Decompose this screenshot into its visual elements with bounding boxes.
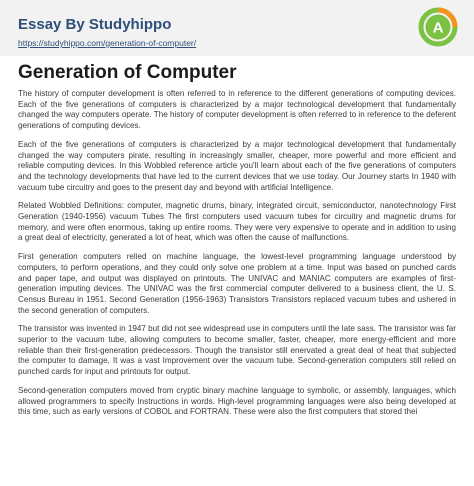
- article-paragraph: Related Wobbled Definitions: computer, magnetic drums, binary, integrated circuit, semiconductor, nanotechnology First Generation (1940-1956) vacuum Tubes The first computers used vacuum tubes for circuitry and magnetic drums for memory, and were often enormous, taking up entire rooms. They were very expensive to operate and in addition to using a great deal of electricity, generated a lot of heat, which was often the cause of malfunctions.: [18, 201, 456, 243]
- page-url-link[interactable]: https://studyhippo.com/generation-of-computer/: [18, 38, 197, 48]
- article: [18, 62, 456, 426]
- article-paragraph: First generation computers relied on machine language, the lowest-level programming language understood by computers, to perform operations, and they could only solve one problem at a time. Input was based on punched cards and paper tape, and output was displayed on printouts. The UNIVAC and MANIAC computers are examples of first-generation imputing devices. The UNIVAC was the first commercial computer delivered to a business client, the U. S. Census Bureau in 1951. Second Generation (1956-1963) Transistors Transistors replaced vacuum tubes and ushered in the second generation of computers.: [18, 252, 456, 315]
- article-paragraph: Each of the five generations of computers is characterized by a major technological development that fundamentally changed the way computers pirate, resulting in increasingly smaller, cheaper, more powerful and more efficient and reliable computing devices. In this Wobbled reference article you'll learn about each of the five generations of computers and the technology developments that have led to the current devices that we use today. Our Journey starts In 1940 with vacuum tube circuitry and goes to the present day and beyond with artificial Intelligence.: [18, 139, 456, 192]
- article-title: Generation of Computer: [18, 62, 237, 83]
- site-brand[interactable]: Essay By Studyhippo: [18, 16, 172, 33]
- article-paragraph: The transistor was invented in 1947 but did not see widespread use in computers until the late sass. The transistor was far superior to the vacuum tube, allowing computers to become smaller, faster, cheaper, more energy-efficient and more reliable than their first-generation predecessors. Though the transistor still enervated a great deal of heat that subjected the computer to damage, It was a vast Improvement over the vacuum tube. Second-generation computers still relied on punched cards for input and printouts for output.: [18, 324, 456, 377]
- article-paragraph: Second-generation computers moved from cryptic binary machine language to symbolic, or assembly, languages, which allowed programmers to specify Instructions in words. High-level programming languages were also being developed at this time, such as early versions of COBOL and FORTRAN. These were also the first computers that stored thei: [18, 385, 456, 417]
- logo-letter: A: [432, 19, 444, 37]
- site-header: [0, 0, 474, 56]
- article-paragraph: The history of computer development is often referred to in reference to the different generations of computing devices. Each of the five generations of computers is characterized by a major technological development that fundamentally changed the way computers operate. The history of computer development is often referred to in reference to the deferent generations of computing devices.: [18, 89, 456, 131]
- studyhippo-logo-icon[interactable]: [418, 7, 458, 47]
